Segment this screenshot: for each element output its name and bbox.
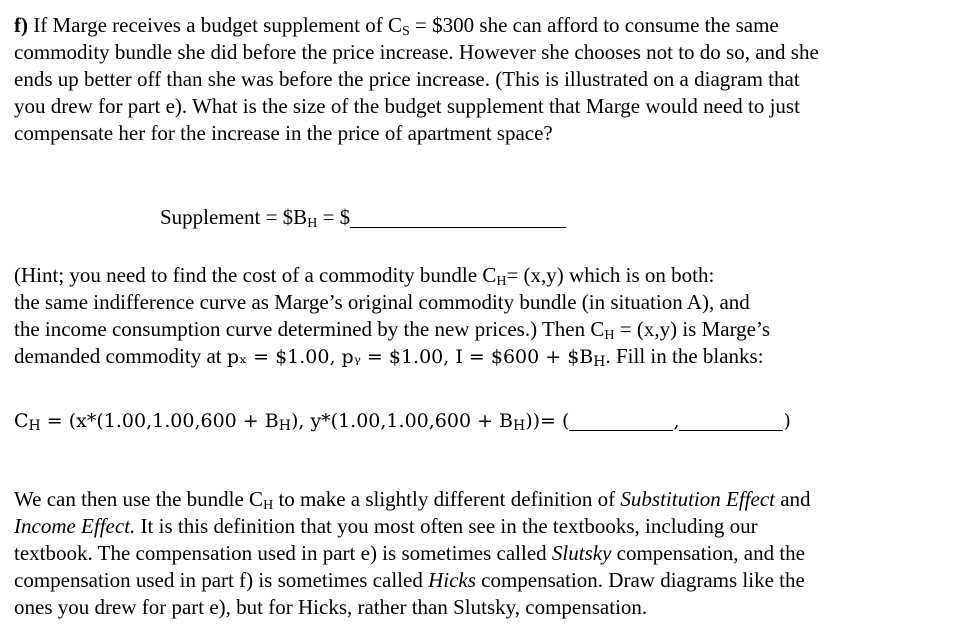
part-f-line-5: compensate her for the increase in the price of apartment space? xyxy=(14,121,553,145)
hicks-line-2: Income Effect. It is this definition that you most often see in the textbooks, including our xyxy=(14,514,758,538)
hicks-line-3: textbook. The compensation used in part e) is sometimes called Slutsky compensation, and the xyxy=(14,541,806,565)
part-f-label: f) xyxy=(14,13,28,37)
hicks-line-4: compensation used in part f) is sometimes called Hicks compensation. Draw diagrams like the xyxy=(14,568,805,592)
price-income-math: pₓ = $1.00, pᵧ = $1.00, I = $600 + $\$B_H$ xyxy=(226,346,606,370)
hint-line-1: (Hint; you need to find the cost of a commodity bundle $C_H= (x,y)$ which is on both: xyxy=(14,263,715,289)
hint-line-3: the income consumption curve determined by the new prices.) Then $C_H = (x,y)$ is Marge’s xyxy=(14,317,771,343)
ch-y-blank[interactable] xyxy=(679,410,783,431)
ch-equation: $C_H = (x*(1.00,1.00,600 + B_H)$, $y*(1.00,1.00,600 + B_H))=$ ( , ) xyxy=(14,410,791,434)
hicks-line-1: We can then use the bundle $C_H$ to make a slightly different definition of Substitution Effect and xyxy=(14,487,811,513)
question-part-f xyxy=(14,12,949,147)
hicks-paragraph xyxy=(14,486,949,621)
part-f-line-4: you drew for part e). What is the size of the budget supplement that Marge would need to just xyxy=(14,94,800,118)
hint-line-4: demanded commodity at pₓ = $1.00, pᵧ = $1.00, I = $600 + $\$B_H$. Fill in the blanks: xyxy=(14,344,764,370)
part-f-line-3: ends up better off than she was before the price increase. (This is illustrated on a diagram that xyxy=(14,67,800,91)
supplement-line: Supplement = $\$B_H$ = $ xyxy=(160,204,566,231)
hint-paragraph xyxy=(14,262,949,371)
supplement-blank[interactable] xyxy=(350,207,566,228)
part-f-line-1: f) If Marge receives a budget supplement of $C_S$ = $300 she can afford to consume the same xyxy=(14,13,779,39)
hicks-line-5: ones you drew for part e), but for Hicks, rather than Slutsky, compensation. xyxy=(14,595,648,619)
ch-x-blank[interactable] xyxy=(569,410,673,431)
part-f-line-2: commodity bundle she did before the price increase. However she chooses not to do so, and she xyxy=(14,40,819,64)
hint-line-2: the same indifference curve as Marge’s original commodity bundle (in situation A), and xyxy=(14,290,750,314)
